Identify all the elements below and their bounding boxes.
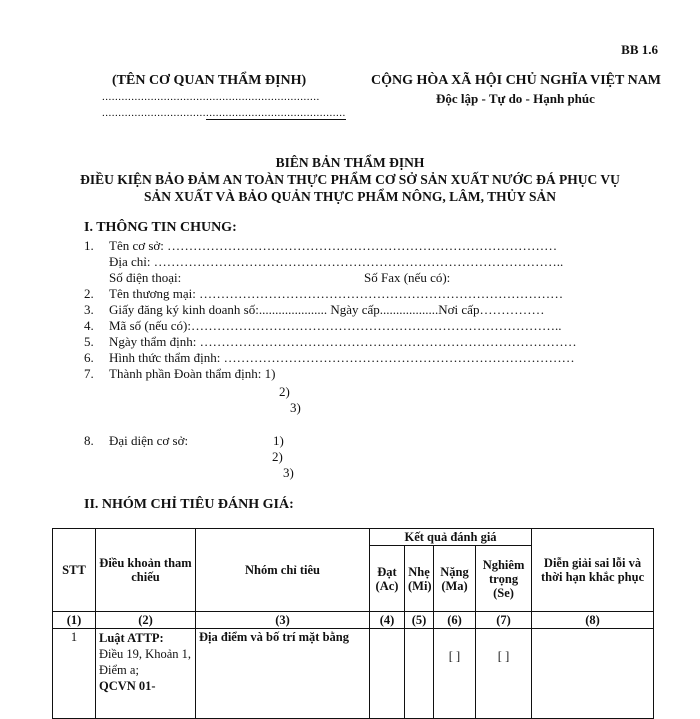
header-result: Kết quả đánh giá — [370, 529, 532, 546]
header-stt: STT — [53, 529, 96, 612]
header-pass: Đạt (Ac) — [370, 546, 405, 612]
agency-dots-line-1: ................................................................... — [102, 91, 320, 103]
header-major: Nặng (Ma) — [434, 546, 476, 612]
agency-dots-line-2 — [102, 107, 346, 119]
info-item-1 — [84, 238, 557, 254]
item-number: 1. — [84, 238, 94, 253]
info-item-2 — [84, 286, 563, 302]
col-number: (5) — [405, 612, 434, 629]
section-2-heading: II. NHÓM CHỈ TIÊU ĐÁNH GIÁ: — [84, 497, 294, 512]
phone-field: Số điện thoại: — [109, 270, 182, 285]
document-code: BB 1.6 — [621, 42, 658, 57]
code-field: Mã số (nếu có):………………………………………………………………………….. — [109, 318, 562, 333]
col-number: (2) — [96, 612, 196, 629]
item-number: 2. — [84, 286, 94, 301]
item-number: 8. — [84, 433, 94, 448]
row-explain[interactable] — [532, 629, 654, 719]
rep-3: 3) — [283, 465, 294, 480]
info-item-4 — [84, 318, 561, 334]
address-field: Địa chỉ: ………………………………………………………………………………….. — [109, 254, 564, 269]
item-number: 7. — [84, 366, 94, 381]
table-row — [53, 629, 654, 719]
nation-name: CỘNG HÒA XÃ HỘI CHỦ NGHĨA VIỆT NAM — [371, 73, 662, 88]
inspection-form-field: Hình thức thẩm định: ……………………………………………………………………… — [109, 350, 575, 365]
header-group: Nhóm chỉ tiêu — [196, 529, 370, 612]
business-license-field: Giấy đăng ký kinh doanh số:..................... Ngày cấp..................Nơi cấp…………… — [109, 302, 545, 317]
team-member-3: 3) — [290, 400, 301, 415]
agency-dots-line-2b: ........................................... — [206, 107, 346, 119]
inspection-date-field: Ngày thẩm định: …………………………………………………………………………… — [109, 334, 577, 349]
agency-dots-line-2a: ................................ — [102, 107, 206, 119]
info-item-8 — [84, 433, 188, 449]
row-minor — [405, 629, 434, 719]
col-number: (3) — [196, 612, 370, 629]
doc-title-line-2: ĐIỀU KIỆN BẢO ĐẢM AN TOÀN THỰC PHẨM CƠ SỞ SẢN XUẤT NƯỚC ĐÁ PHỤC VỤ — [80, 172, 620, 187]
col-number: (8) — [532, 612, 654, 629]
header-serious: Nghiêm trọng (Se) — [476, 546, 532, 612]
clause-more: QCVN 01- — [99, 679, 156, 693]
team-member-2: 2) — [279, 384, 290, 399]
item-number: 3. — [84, 302, 94, 317]
rep-2: 2) — [272, 449, 283, 464]
item-number: 6. — [84, 350, 94, 365]
info-item-7 — [84, 366, 275, 382]
doc-title-line-3: SẢN XUẤT VÀ BẢO QUẢN THỰC PHẨM NÔNG, LÂM, THỦY SẢN — [143, 189, 557, 204]
row-stt: 1 — [53, 629, 96, 719]
header-minor: Nhẹ (Mi) — [405, 546, 434, 612]
inspection-team-field: Thành phần Đoàn thẩm định: 1) — [109, 366, 276, 381]
header-clause: Điều khoản tham chiếu — [96, 529, 196, 612]
col-number: (6) — [434, 612, 476, 629]
col-number: (1) — [53, 612, 96, 629]
info-item-6 — [84, 350, 575, 366]
clause-law: Luật ATTP: — [99, 631, 164, 645]
row-serious-checkbox[interactable]: [ ] — [476, 629, 532, 719]
facility-rep-field: Đại diện cơ sở: — [109, 433, 189, 448]
header-explain: Diễn giải sai lỗi và thời hạn khắc phục — [532, 529, 654, 612]
row-pass — [370, 629, 405, 719]
nation-motto: Độc lập - Tự do - Hạnh phúc — [436, 91, 595, 106]
section-1-heading: I. THÔNG TIN CHUNG: — [84, 220, 237, 235]
facility-name-field: Tên cơ sở: ……………………………………………………………………………… — [109, 238, 558, 253]
info-item-5 — [84, 334, 577, 350]
row-group: Địa điểm và bố trí mặt bằng — [196, 629, 370, 719]
trade-name-field: Tên thương mại: ………………………………………………………………………… — [109, 286, 564, 301]
agency-name: (TÊN CƠ QUAN THẨM ĐỊNH) — [112, 73, 307, 88]
col-number: (7) — [476, 612, 532, 629]
item-number: 4. — [84, 318, 94, 333]
doc-title: BIÊN BẢN THẨM ĐỊNH — [275, 155, 425, 170]
col-number: (4) — [370, 612, 405, 629]
rep-1: 1) — [273, 433, 284, 448]
clause-detail: Điều 19, Khoản 1, Điểm a; — [99, 647, 191, 677]
item-number: 5. — [84, 334, 94, 349]
info-item-3 — [84, 302, 544, 318]
row-major-checkbox[interactable]: [ ] — [434, 629, 476, 719]
criteria-table — [52, 528, 654, 719]
fax-field: Số Fax (nếu có): — [364, 270, 451, 285]
row-clause — [96, 629, 196, 719]
